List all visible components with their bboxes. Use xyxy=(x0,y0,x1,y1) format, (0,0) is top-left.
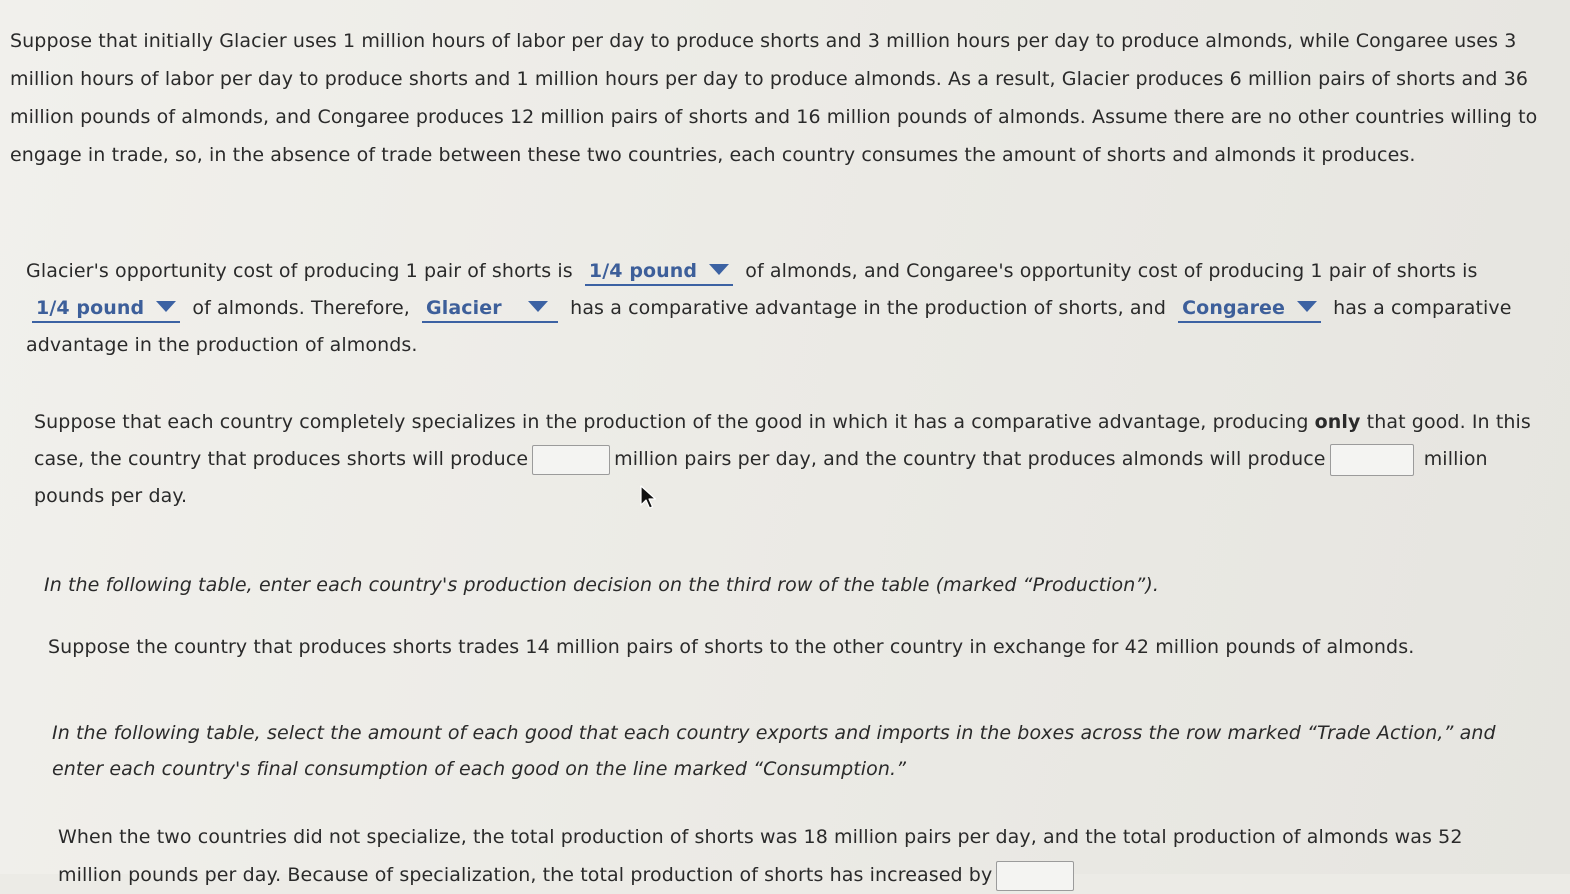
dropdown-value: Glacier xyxy=(426,297,502,319)
almonds-advantage-dropdown[interactable] xyxy=(1178,295,1321,323)
production-instruction: In the following table, enter each country's production decision on the third row of the table (marked “Production”). xyxy=(44,574,1160,596)
intro-paragraph: Suppose that initially Glacier uses 1 million hours of labor per day to produce shorts and 3 million hours per day to produce almonds, while Congaree uses 3 million hours of labor per day to produce shorts and 1 million hours per day to produce almonds. As a result, Glacier produces 6 million pairs of shorts and 36 million pounds of almonds, and Congaree produces 12 million pairs of shorts and 16 million pounds of almonds. Assume there are no other countries willing to engage in trade, so, in the absence of trade between these two countries, each country consumes the amount of shorts and almonds it produces. xyxy=(10,30,1538,166)
congaree-opportunity-cost-dropdown[interactable] xyxy=(32,295,180,323)
totals-paragraph xyxy=(58,818,1518,894)
trade-statement: Suppose the country that produces shorts trades 14 million pairs of shorts to the other country in exchange for 42 million pounds of almonds. xyxy=(48,636,1415,658)
opportunity-cost-paragraph xyxy=(26,253,1526,364)
chevron-down-icon xyxy=(709,264,729,275)
chevron-down-icon xyxy=(528,301,548,312)
shorts-advantage-dropdown[interactable] xyxy=(422,295,558,323)
dropdown-value: 1/4 pound xyxy=(588,260,698,282)
shorts-production-input[interactable] xyxy=(532,445,610,475)
trade-action-instruction: In the following table, select the amount of each good that each country exports and imports in the boxes across the row marked “Trade Action,” and enter each country's final consumption of each good on the line marked “Consumption.” xyxy=(52,722,1496,780)
chevron-down-icon xyxy=(156,301,176,312)
specialize-text-4: million pounds per day. xyxy=(34,448,1488,507)
specialization-paragraph xyxy=(34,404,1534,515)
shorts-increase-input[interactable] xyxy=(996,861,1074,891)
emphasis-only: only xyxy=(1314,411,1361,433)
dropdown-value: 1/4 pound xyxy=(36,297,145,319)
chevron-down-icon xyxy=(1297,301,1317,312)
opportunity-text-1: Glacier's opportunity cost of producing 1 pair of shorts is xyxy=(26,260,573,282)
glacier-opportunity-cost-dropdown[interactable] xyxy=(585,258,733,286)
opportunity-text-3: of almonds. Therefore, xyxy=(192,297,410,319)
opportunity-text-2: of almonds, and Congaree's opportunity cost of producing 1 pair of shorts is xyxy=(745,260,1478,282)
dropdown-value: Congaree xyxy=(1182,297,1286,319)
opportunity-text-4: has a comparative advantage in the production of shorts, and xyxy=(570,297,1166,319)
totals-text-1: When the two countries did not specialize, the total production of shorts was 18 million pairs per day, and the total production of almonds was 52 xyxy=(58,826,1463,848)
specialize-text-2: that good. In this case, the country that produces shorts will produce xyxy=(34,411,1531,470)
almonds-production-input[interactable] xyxy=(1330,444,1414,476)
mouse-pointer-icon xyxy=(640,485,658,511)
specialize-text-3: million pairs per day, and the country that produces almonds will produce xyxy=(614,448,1326,470)
opportunity-text-5: has a comparative advantage in the production of almonds. xyxy=(26,297,1512,356)
totals-text-2: million pounds per day. Because of specialization, the total production of shorts has increased by xyxy=(58,864,993,886)
specialize-text-1: Suppose that each country completely specializes in the production of the good in which it has a comparative advantage, producing xyxy=(34,411,1309,433)
